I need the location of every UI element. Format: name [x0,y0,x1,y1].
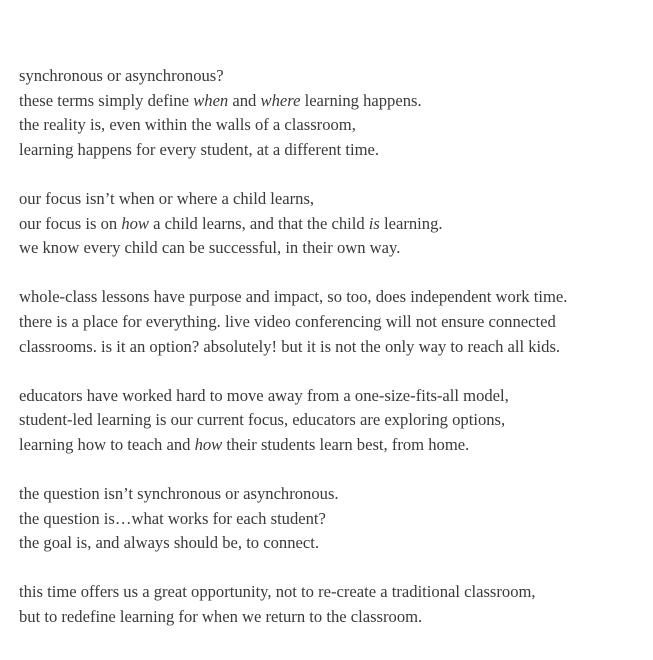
text-line [19,384,649,409]
text-line [19,408,649,433]
text-line [19,64,649,89]
text-line [19,285,649,310]
text-line [19,482,649,507]
text-segment: student-led learning is our current focus, educators are exploring options, [19,410,506,430]
text-segment: educators have worked hard to move away from a one-size-fits-all model, [19,385,509,405]
text-line [19,580,649,605]
text-segment: the question isn’t synchronous or asynchronous. [19,484,339,504]
stanza [19,580,649,629]
emphasized-word: how [121,213,149,233]
text-line [19,187,649,212]
text-segment: but to redefine learning for when we return to the classroom. [19,607,423,627]
text-line [19,212,649,237]
text-segment: learning happens. [300,90,422,110]
text-segment: the goal is, and always should be, to connect. [19,533,320,553]
emphasized-word: when [193,90,229,110]
text-line [19,335,649,360]
text-segment: our focus is on [19,213,122,233]
text-segment: learning. [379,213,443,233]
text-segment: whole-class lessons have purpose and impact, so too, does independent work time. [19,287,568,307]
stanza [19,285,649,359]
text-segment: this time offers us a great opportunity, not to re-create a traditional classroom, [19,582,536,602]
text-segment: learning how to teach and [19,434,195,454]
text-line [19,236,649,261]
emphasized-word: how [194,434,223,454]
text-segment: synchronous or asynchronous? [19,66,224,85]
text-segment: the reality is, even within the walls of a classroom, [19,115,356,135]
stanza [19,384,649,458]
text-line [19,113,649,138]
text-line [19,310,649,335]
text-segment: their students learn best, from home. [222,434,470,454]
text-segment: there is a place for everything. live video conferencing will not ensure connected [19,311,556,331]
text-segment: and [228,90,261,110]
stanza [19,64,649,162]
text-segment: we know every child can be successful, in their own way. [19,238,401,258]
text-line [19,605,649,630]
text-line [19,89,649,114]
text-line [19,433,649,458]
emphasized-word: where [260,90,301,110]
text-segment: these terms simply define [19,90,194,110]
text-line [19,138,649,163]
text-segment: our focus isn’t when or where a child learns, [19,188,315,208]
text-segment: the question is…what works for each student? [19,508,326,528]
text-line [19,531,649,556]
stanza [19,482,649,556]
emphasized-word: is [368,213,380,233]
poem-text [19,64,649,630]
text-segment: classrooms. is it an option? absolutely! but it is not the only way to reach all kids. [19,336,561,356]
text-line [19,507,649,532]
text-segment: a child learns, and that the child [149,213,369,233]
text-segment: learning happens for every student, at a different time. [19,139,380,159]
stanza [19,187,649,261]
